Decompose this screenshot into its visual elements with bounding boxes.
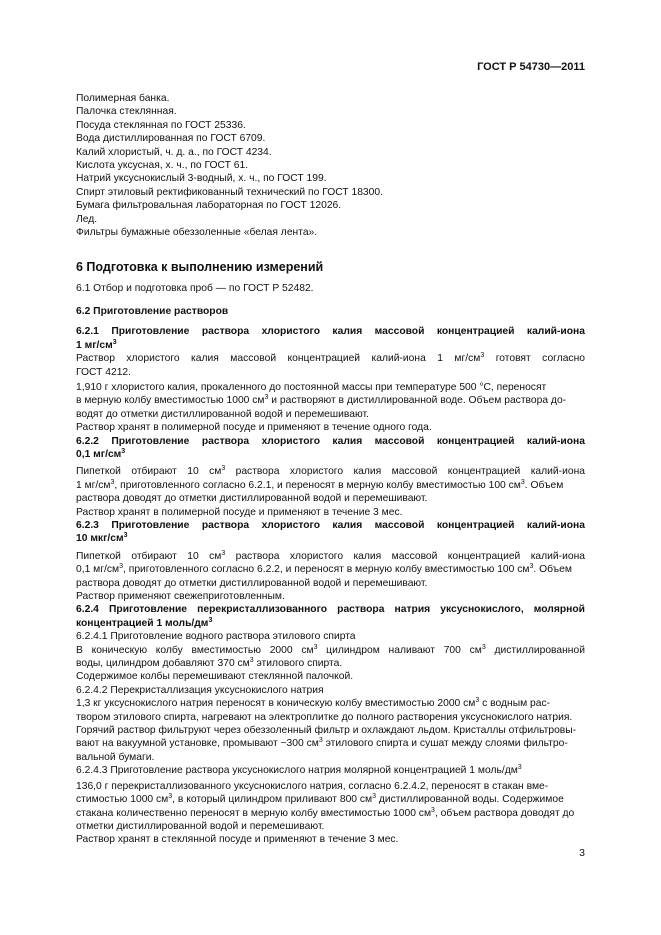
paragraph <box>76 563 585 590</box>
text: раствора доводят до отметки дистиллированной водой и перемешивают. <box>76 493 428 505</box>
heading-text: 6.2.2 Приготовление раствора хлористого калия массовой концентрацией калий-иона <box>76 435 585 447</box>
text: стакана количественно переносят в мерную колбу вместимостью 1000 см <box>76 807 432 819</box>
superscript: 3 <box>119 563 124 571</box>
text: , приготовленного согласно 6.2.2, и переносят в мерную колбу вместимостью 100 см <box>123 564 530 576</box>
text: и растворяют в дистиллированной воде. Объем раствора до- <box>268 395 567 407</box>
text: раствора хлористого калия массовой концентрацией калий-иона <box>225 466 585 478</box>
heading-6-2-3-cont <box>76 532 585 545</box>
section-heading: 6 Подготовка к выполнению измерений <box>76 260 324 275</box>
paragraph <box>76 352 585 365</box>
text: , объем раствора доводят до <box>434 807 575 819</box>
document-header: ГОСТ Р 54730—2011 <box>477 61 585 73</box>
superscript: 3 <box>112 338 117 346</box>
list-item: Посуда стеклянная по ГОСТ 25336. <box>76 119 246 131</box>
paragraph: 6.2.4.1 Приготовление водного раствора этилового спирта <box>76 631 356 643</box>
text: вальной бумаги. <box>76 751 155 763</box>
paragraph <box>76 780 585 834</box>
page-number: 3 <box>579 847 585 859</box>
list-item: Кислота уксусная, х. ч., по ГОСТ 61. <box>76 160 249 172</box>
text: 6.2.4.3 Приготовление раствора уксуснокислого натрия молярной концентрацией 1 моль/дм <box>76 765 518 777</box>
paragraph-6-1: 6.1 Отбор и подготовка проб — по ГОСТ Р 52482. <box>76 283 314 295</box>
text: 1,910 г хлористого калия, прокаленного до постоянной массы при температуре 500 °С, переносят <box>76 381 547 393</box>
text: с водным рас- <box>479 698 551 710</box>
superscript: 3 <box>221 465 226 473</box>
superscript: 3 <box>480 352 485 360</box>
list-item: Полимерная банка. <box>76 93 170 104</box>
text: , в который цилиндром приливают 800 см <box>172 794 373 806</box>
text: воды, цилиндром добавляют 370 см <box>76 658 250 670</box>
text: стимостью 1000 см <box>76 794 169 806</box>
paragraph: Содержимое колбы перемешивают стеклянной палочкой. <box>76 671 354 683</box>
paragraph <box>76 550 585 563</box>
list-item: Лед. <box>76 213 98 225</box>
paragraph <box>76 644 585 657</box>
superscript: 3 <box>249 657 254 665</box>
heading-6-2-1 <box>76 325 585 338</box>
text: твором этилового спирта, нагревают на электроплитке до полного растворения уксуснокислого натрия. <box>76 711 573 723</box>
document-body <box>76 92 585 847</box>
superscript: 3 <box>517 764 522 772</box>
superscript: 3 <box>431 806 435 814</box>
heading-6-2-1-cont <box>76 339 585 352</box>
superscript: 3 <box>208 616 213 624</box>
heading-text: 0,1 мг/см <box>76 448 122 460</box>
heading-text: 6.2.1 Приготовление раствора хлористого калия массовой концентрацией калий-иона <box>76 326 585 338</box>
list-item: Бумага фильтровальная лабораторная по ГОСТ 12026. <box>76 200 342 212</box>
materials-list <box>76 92 585 239</box>
superscript: 3 <box>475 697 480 705</box>
text: . Объем <box>533 564 572 576</box>
text: готовят согласно <box>484 353 585 365</box>
text: в мерную колбу вместимостью 1000 см <box>76 395 265 407</box>
text: водят до отметки дистиллированной водой и перемешивают. <box>76 408 369 420</box>
text: Раствор хлористого калия массовой концентрацией калий-иона 1 мг/см <box>76 353 481 365</box>
paragraph <box>76 764 585 777</box>
text: дистиллированной воды. Содержимое <box>376 794 564 806</box>
text: 136,0 г перекристаллизованного уксуснокислого натрия, согласно 6.2.4.2, переносят в стакан вме- <box>76 780 549 792</box>
paragraph: Раствор хранят в полимерной посуде и применяют в течение 3 мес. <box>76 506 403 518</box>
superscript: 3 <box>372 793 377 801</box>
text: цилиндром наливают 700 см <box>317 644 482 656</box>
superscript: 3 <box>123 532 128 540</box>
heading-text: концентрацией 1 моль/дм <box>76 617 209 629</box>
list-item: Калий хлористый, ч. д. а., по ГОСТ 4234. <box>76 146 272 158</box>
list-item: Спирт этиловый ректификованный технический по ГОСТ 18300. <box>76 186 383 198</box>
text: раствора доводят до отметки дистиллированной водой и перемешивают. <box>76 577 428 589</box>
list-item: Натрий уксуснокислый 3-водный, х. ч., по ГОСТ 199. <box>76 173 327 185</box>
text: . Объем <box>524 479 564 491</box>
text: Пипеткой отбирают 10 см <box>76 466 222 478</box>
superscript: 3 <box>168 793 173 801</box>
text: 1 мг/см <box>76 479 111 491</box>
list-item: Палочка стеклянная. <box>76 106 177 118</box>
heading-6-2-2-cont <box>76 448 585 461</box>
heading-text: 10 мкг/см <box>76 533 124 545</box>
superscript: 3 <box>529 563 534 571</box>
text: 0,1 мг/см <box>76 564 120 576</box>
superscript: 3 <box>520 478 525 486</box>
heading-6-2-4-cont <box>76 617 585 630</box>
text: отметки дистиллированной водой и перемешивают. <box>76 820 325 832</box>
paragraph <box>76 479 585 506</box>
heading-text: 1 мг/см <box>76 339 113 351</box>
superscript: 3 <box>121 447 126 455</box>
text: этилового спирта. <box>253 658 343 670</box>
superscript: 3 <box>110 478 115 486</box>
heading-6-2-4 <box>76 603 585 616</box>
list-item: Вода дистиллированная по ГОСТ 6709. <box>76 133 266 145</box>
paragraph: Раствор хранят в стеклянной посуде и применяют в течение 3 мес. <box>76 834 399 846</box>
paragraph: Раствор применяют свежеприготовленным. <box>76 591 285 602</box>
paragraph: ГОСТ 4212. <box>76 366 132 378</box>
subsection-heading-6-2: 6.2 Приготовление растворов <box>76 305 229 317</box>
paragraph <box>76 465 585 478</box>
text: В коническую колбу вместимостью 2000 см <box>76 644 314 656</box>
text: вают на вакуумной установке, промывают ~300 см <box>76 738 319 750</box>
text: дистиллированной <box>485 644 585 656</box>
paragraph <box>76 657 585 670</box>
heading-text: 6.2.4 Приготовление перекристаллизованного раствора натрия уксуснокислого, молярной <box>76 604 585 616</box>
text: Пипеткой отбирают 10 см <box>76 550 222 562</box>
text: , приготовленного согласно 6.2.1, и переносят в мерную колбу вместимостью 100 см <box>114 479 521 491</box>
text: этилового спирта и сушат между слоями фильтро- <box>322 738 568 750</box>
superscript: 3 <box>264 394 269 402</box>
superscript: 3 <box>481 643 486 651</box>
heading-6-2-3 <box>76 519 585 532</box>
paragraph: Раствор хранят в полимерной посуде и применяют в течение одного года. <box>76 422 432 434</box>
text: 1,3 кг уксуснокислого натрия переносят в коническую колбу вместимостью 2000 см <box>76 698 476 710</box>
paragraph <box>76 381 585 421</box>
superscript: 3 <box>318 737 323 745</box>
superscript: 3 <box>313 643 318 651</box>
paragraph: 6.2.4.2 Перекристаллизация уксуснокислого натрия <box>76 684 324 696</box>
list-item: Фильтры бумажные обеззоленные «белая лента». <box>76 227 318 239</box>
superscript: 3 <box>221 549 226 557</box>
heading-text: 6.2.3 Приготовление раствора хлористого калия массовой концентрацией калий-иона <box>76 519 585 531</box>
heading-6-2-2 <box>76 435 585 448</box>
text: Горячий раствор фильтруют через обеззоленный фильтр и охлаждают льдом. Кристаллы отфильтровы- <box>76 725 577 737</box>
paragraph <box>76 697 585 764</box>
text: раствора хлористого калия массовой концентрацией калий-иона <box>225 550 585 562</box>
